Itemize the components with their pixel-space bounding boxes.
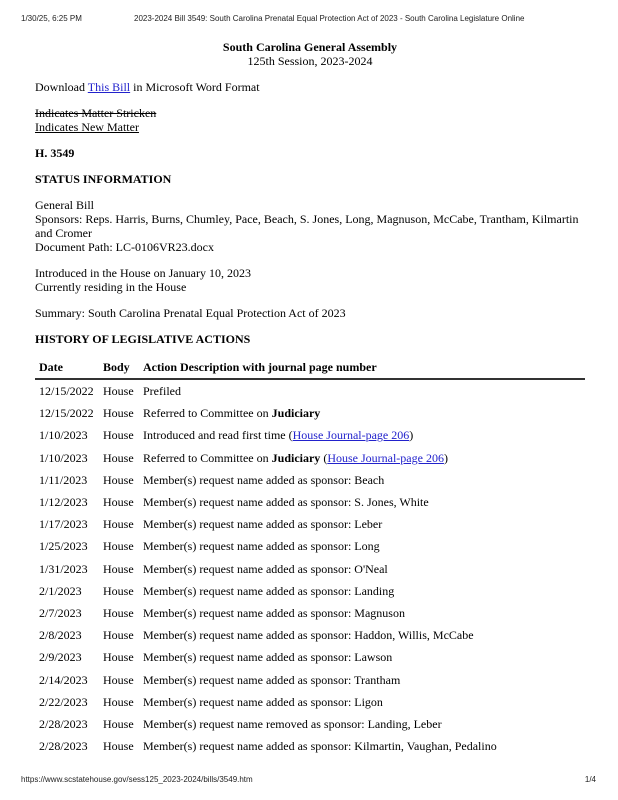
organization-title: South Carolina General Assembly (222, 40, 398, 54)
history-row (35, 669, 585, 691)
row-action (139, 602, 585, 624)
row-action (139, 535, 585, 557)
action-text: Member(s) request name added as sponsor: Lawson (143, 650, 393, 665)
row-date: 2/8/2023 (39, 628, 82, 643)
history-row (35, 691, 585, 713)
row-action (139, 402, 585, 424)
document-content (35, 40, 585, 757)
row-body: House (103, 672, 134, 687)
legend-stricken: Indicates Matter Stricken (35, 106, 157, 120)
action-text: Introduced and read first time (143, 428, 289, 443)
row-date: 1/25/2023 (39, 539, 88, 554)
row-action (139, 580, 585, 602)
action-text: Member(s) request name added as sponsor: Haddon, Willis, McCabe (143, 628, 474, 643)
row-date: 1/12/2023 (39, 495, 88, 510)
history-row (35, 447, 585, 469)
introduced-text: Introduced in the House on January 10, 2023 (35, 266, 251, 280)
action-text: Member(s) request name added as sponsor: O'Neal (143, 561, 388, 576)
row-date: 2/28/2023 (39, 739, 88, 754)
bill-type: General Bill (35, 198, 94, 212)
residing-text: Currently residing in the House (35, 280, 187, 294)
row-body: House (103, 450, 134, 465)
sponsors: Sponsors: Reps. Harris, Burns, Chumley, Pace, Beach, S. Jones, Long, Magnuson, McCabe, Trantham, Kilmartin and Cromer (35, 212, 579, 240)
action-text: Prefiled (143, 384, 181, 398)
print-header (0, 14, 618, 28)
row-body: House (103, 561, 134, 576)
action-text: Referred to Committee on (143, 450, 272, 465)
history-row (35, 424, 585, 446)
action-text: Member(s) request name added as sponsor: Trantham (143, 672, 401, 687)
row-date: 1/11/2023 (39, 472, 88, 487)
action-text: Member(s) request name added as sponsor: Kilmartin, Vaughan, Pedalino (143, 739, 497, 754)
row-date: 12/15/2022 (39, 406, 94, 421)
legend-new-matter: Indicates New Matter (35, 120, 139, 134)
history-row (35, 469, 585, 491)
row-body: House (103, 694, 134, 709)
status-location (35, 266, 585, 294)
history-row (35, 713, 585, 735)
row-action: Referred to Committee on Judiciary (House Journal-page 206) (143, 450, 448, 465)
row-body: House (103, 717, 134, 732)
row-body: House (103, 472, 134, 487)
print-page-number: 1/4 (584, 775, 596, 784)
history-row (35, 513, 585, 535)
history-row (35, 402, 585, 424)
row-date: 12/15/2022 (39, 384, 94, 398)
print-page-title: 2023-2024 Bill 3549: South Carolina Prenatal Equal Protection Act of 2023 - South Carolina Legislature Online (134, 14, 525, 23)
row-action (139, 646, 585, 668)
row-action (139, 691, 585, 713)
journal-page-link[interactable]: House Journal-page 206 (292, 428, 410, 443)
action-text: Member(s) request name removed as sponsor: Landing, Leber (143, 717, 442, 732)
column-header-action: Action Description with journal page number (139, 356, 585, 379)
download-suffix: in Microsoft Word Format (130, 80, 260, 94)
action-text: Member(s) request name added as sponsor: Magnuson (143, 606, 405, 621)
row-date: 1/10/2023 (39, 450, 88, 465)
row-body: House (103, 539, 134, 554)
committee-name: Judiciary (271, 450, 321, 465)
row-date: 2/7/2023 (39, 606, 82, 621)
action-text: Member(s) request name added as sponsor: Landing (143, 583, 395, 598)
print-footer (0, 775, 618, 789)
print-datetime: 1/30/25, 6:25 PM (21, 14, 82, 23)
history-table (35, 356, 585, 757)
action-text: Member(s) request name added as sponsor: Beach (143, 472, 385, 487)
history-row (35, 646, 585, 668)
legend (35, 106, 585, 134)
row-body: House (103, 739, 134, 754)
row-date: 1/31/2023 (39, 561, 88, 576)
row-action (139, 735, 585, 757)
document-path: Document Path: LC-0106VR23.docx (35, 240, 214, 254)
history-row (35, 535, 585, 557)
row-date: 2/14/2023 (39, 672, 88, 687)
status-details (35, 198, 585, 254)
history-rows (35, 379, 585, 757)
row-body: House (103, 406, 134, 421)
history-row (35, 379, 585, 402)
row-action (139, 624, 585, 646)
row-action (139, 513, 585, 535)
bill-number: H. 3549 (35, 146, 75, 160)
row-body: House (103, 384, 134, 398)
row-body: House (103, 606, 134, 621)
summary: Summary: South Carolina Prenatal Equal Protection Act of 2023 (35, 306, 346, 320)
history-heading: HISTORY OF LEGISLATIVE ACTIONS (35, 332, 251, 346)
row-date: 1/10/2023 (39, 428, 88, 443)
action-text: Member(s) request name added as sponsor: Ligon (143, 694, 383, 709)
row-action (139, 558, 585, 580)
column-header-body: Body (99, 356, 139, 379)
row-body: House (103, 495, 134, 510)
row-body: House (103, 428, 134, 443)
committee-name: Judiciary (271, 406, 321, 421)
this-bill-link[interactable]: This Bill (87, 80, 131, 94)
row-date: 2/22/2023 (39, 694, 88, 709)
history-row (35, 491, 585, 513)
row-date: 2/28/2023 (39, 717, 88, 732)
status-heading: STATUS INFORMATION (35, 172, 172, 186)
row-action: Introduced and read first time (House Journal-page 206) (143, 428, 414, 443)
history-header-row (35, 356, 585, 379)
row-body: House (103, 650, 134, 665)
history-row (35, 558, 585, 580)
row-body: House (103, 628, 134, 643)
history-row (35, 602, 585, 624)
row-date: 2/1/2023 (39, 583, 82, 598)
row-date: 2/9/2023 (39, 650, 82, 665)
action-text: Member(s) request name added as sponsor: Long (143, 539, 380, 554)
document-header (35, 40, 585, 68)
row-body: House (103, 583, 134, 598)
session-subtitle: 125th Session, 2023-2024 (247, 54, 373, 68)
download-line (35, 80, 585, 94)
history-row (35, 580, 585, 602)
print-url: https://www.scstatehouse.gov/sess125_2023-2024/bills/3549.htm (21, 775, 253, 784)
journal-page-link[interactable]: House Journal-page 206 (327, 450, 444, 465)
history-row (35, 624, 585, 646)
row-action (139, 713, 585, 735)
history-row (35, 735, 585, 757)
row-body: House (103, 517, 134, 532)
row-action (139, 491, 585, 513)
row-action (139, 379, 585, 402)
action-text: Member(s) request name added as sponsor: Leber (143, 517, 383, 532)
column-header-date: Date (35, 356, 99, 379)
action-text: Member(s) request name added as sponsor: S. Jones, White (143, 495, 429, 510)
row-date: 1/17/2023 (39, 517, 88, 532)
row-action (139, 469, 585, 491)
row-action (139, 669, 585, 691)
action-text: Referred to Committee on (143, 406, 272, 421)
download-prefix: Download (35, 80, 88, 94)
